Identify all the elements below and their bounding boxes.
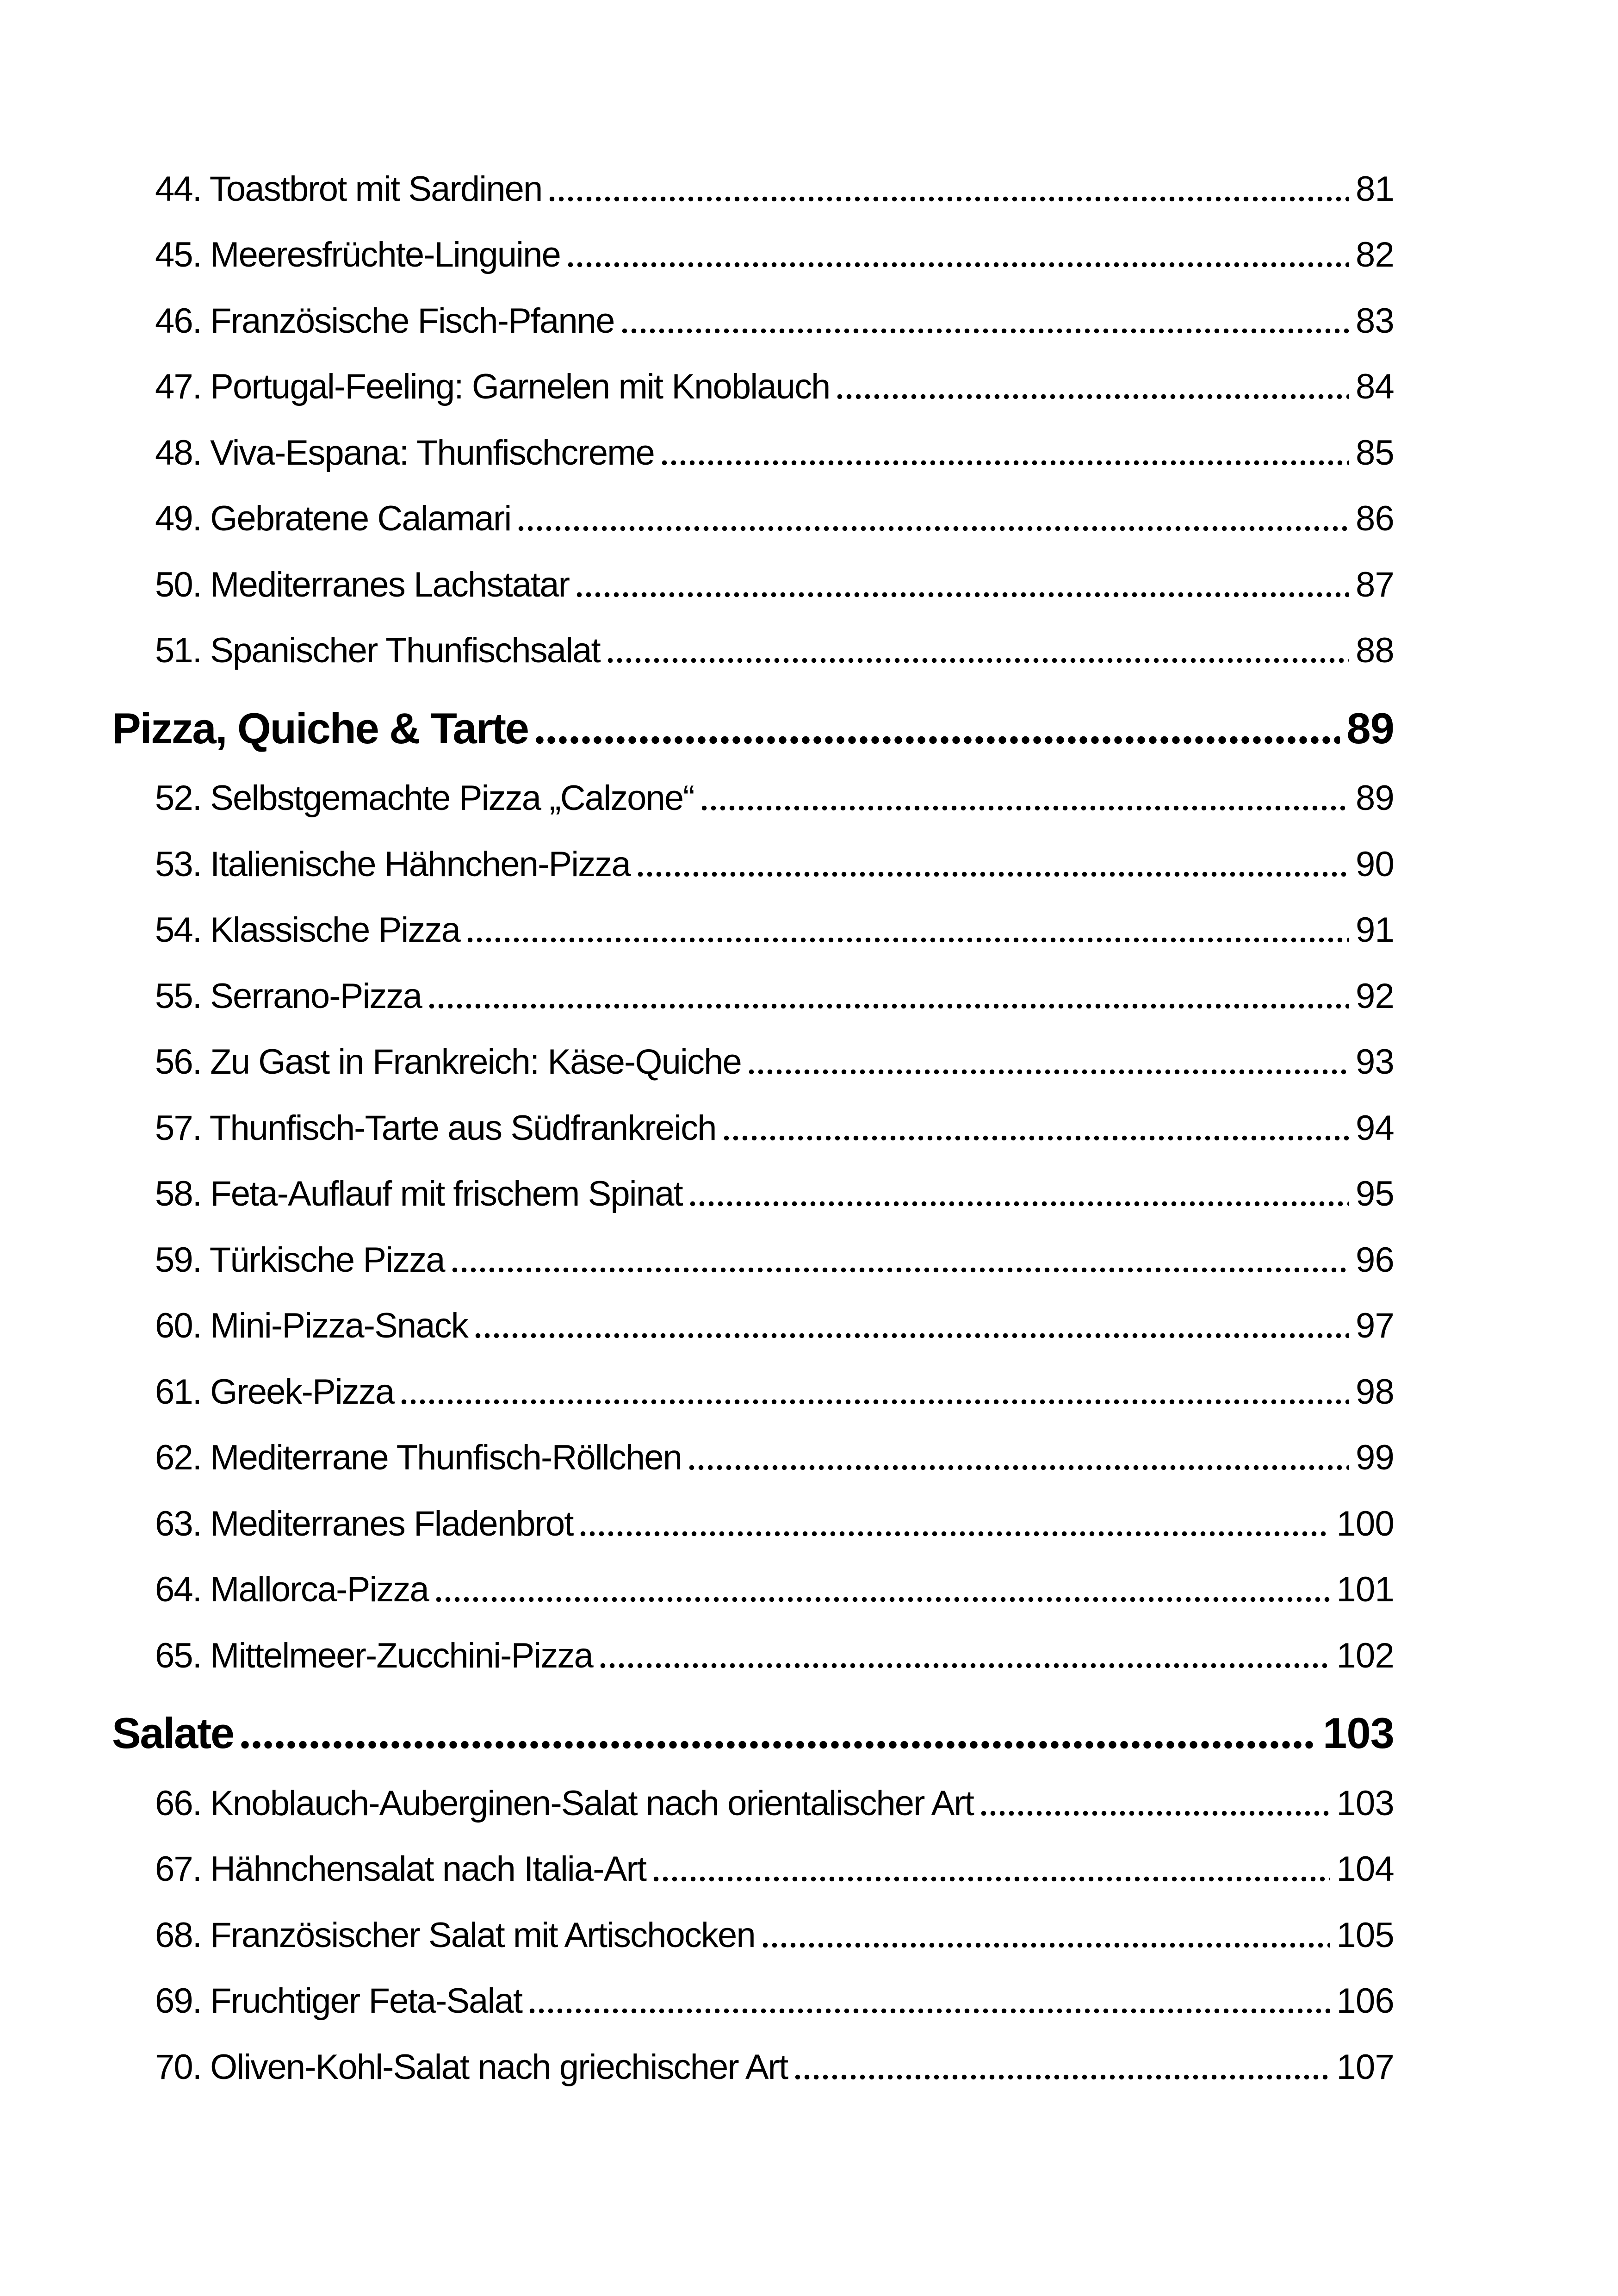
toc-entry-page: 88	[1355, 631, 1394, 670]
toc-entry-label: 70. Oliven-Kohl-Salat nach griechischer Art	[155, 2047, 788, 2087]
toc-entry-label: 48. Viva-Espana: Thunfischcreme	[155, 433, 654, 473]
toc-entry-page: 97	[1355, 1306, 1394, 1345]
toc-entry-page: 92	[1355, 976, 1394, 1016]
dot-leader	[793, 2073, 1330, 2081]
toc-entry-page: 96	[1355, 1240, 1394, 1280]
toc-entry-page: 85	[1355, 433, 1394, 473]
toc-entry-page: 106	[1336, 1981, 1394, 2021]
toc-entry-page: 82	[1355, 235, 1394, 274]
dot-leader	[534, 736, 1340, 744]
toc-entry-page: 105	[1336, 1915, 1394, 1955]
toc-entry-page: 91	[1355, 910, 1394, 950]
dot-leader	[239, 1741, 1316, 1749]
dot-leader	[578, 1530, 1330, 1537]
dot-leader	[606, 657, 1349, 664]
dot-leader	[598, 1662, 1330, 1669]
toc-row	[112, 1212, 1394, 1278]
toc-section-title: Salate	[112, 1709, 234, 1757]
dot-leader	[688, 1200, 1349, 1207]
dot-leader	[516, 525, 1349, 532]
toc-entry-label: 46. Französische Fisch-Pfanne	[155, 301, 614, 341]
toc-row	[112, 882, 1394, 948]
toc-row	[112, 603, 1394, 669]
toc-entry-page: 89	[1355, 778, 1394, 818]
toc-entry-label: 57. Thunfisch-Tarte aus Südfrankreich	[155, 1108, 716, 1148]
toc-entry-page: 103	[1336, 1783, 1394, 1823]
toc-row	[112, 948, 1394, 1014]
toc-entry-label: 51. Spanischer Thunfischsalat	[155, 631, 600, 670]
toc-entry-page: 95	[1355, 1174, 1394, 1213]
toc-row	[112, 2019, 1394, 2085]
toc-row	[112, 750, 1394, 816]
toc-section-heading	[112, 1689, 1394, 1755]
dot-leader	[399, 1398, 1349, 1406]
toc-entry-page: 81	[1355, 169, 1394, 209]
dot-leader	[651, 1875, 1330, 1883]
dot-leader	[434, 1596, 1330, 1603]
toc-entry-label: 67. Hähnchensalat nach Italia-Art	[155, 1849, 646, 1889]
dot-leader	[527, 2007, 1330, 2015]
toc-row	[112, 1080, 1394, 1146]
toc-row	[112, 1475, 1394, 1542]
toc-entry-label: 53. Italienische Hähnchen-Pizza	[155, 844, 630, 884]
toc-entry-page: 84	[1355, 367, 1394, 406]
toc-entry-label: 50. Mediterranes Lachstatar	[155, 565, 569, 604]
toc-row	[112, 816, 1394, 882]
dot-leader	[575, 591, 1349, 598]
toc-entry-page: 86	[1355, 499, 1394, 538]
toc-row	[112, 1278, 1394, 1344]
toc-section-heading	[112, 684, 1394, 753]
toc-entry-page: 87	[1355, 565, 1394, 604]
toc-row	[112, 1607, 1394, 1674]
toc-row	[112, 1410, 1394, 1476]
dot-leader	[473, 1332, 1349, 1339]
toc-entry-page: 98	[1355, 1372, 1394, 1412]
toc-entry-label: 54. Klassische Pizza	[155, 910, 460, 950]
toc-entry-page: 101	[1336, 1570, 1394, 1609]
toc-row	[112, 1542, 1394, 1608]
toc-section-page: 103	[1322, 1709, 1394, 1757]
toc-entry-label: 56. Zu Gast in Frankreich: Käse-Quiche	[155, 1042, 741, 1082]
toc-section-title: Pizza, Quiche & Tarte	[112, 703, 528, 753]
toc-row	[112, 141, 1394, 207]
dot-leader	[465, 936, 1349, 944]
dot-leader	[450, 1266, 1349, 1274]
toc-entry-page: 93	[1355, 1042, 1394, 1082]
dot-leader	[979, 1810, 1330, 1817]
dot-leader	[761, 1941, 1330, 1949]
toc-entry-page: 94	[1355, 1108, 1394, 1148]
toc-rows	[112, 141, 1394, 2085]
toc-entry-label: 64. Mallorca-Pizza	[155, 1570, 428, 1609]
toc-row	[112, 339, 1394, 405]
toc-row	[112, 1344, 1394, 1410]
toc-entry-page: 102	[1336, 1636, 1394, 1675]
toc-row	[112, 1953, 1394, 2019]
toc-row	[112, 273, 1394, 339]
toc-entry-page: 90	[1355, 844, 1394, 884]
toc-entry-page: 99	[1355, 1438, 1394, 1477]
dot-leader	[835, 393, 1349, 400]
dot-leader	[660, 459, 1349, 467]
toc-entry-label: 66. Knoblauch-Auberginen-Salat nach orientalischer Art	[155, 1783, 974, 1823]
dot-leader	[566, 261, 1349, 268]
toc-entry-page: 107	[1336, 2047, 1394, 2087]
dot-leader	[687, 1464, 1349, 1471]
dot-leader	[620, 327, 1349, 335]
toc-entry-label: 49. Gebratene Calamari	[155, 499, 511, 538]
toc-entry-label: 44. Toastbrot mit Sardinen	[155, 169, 542, 209]
dot-leader	[722, 1134, 1349, 1142]
toc-entry-page: 100	[1336, 1504, 1394, 1543]
dot-leader	[547, 195, 1349, 203]
toc-entry-label: 63. Mediterranes Fladenbrot	[155, 1504, 573, 1543]
toc-entry-label: 62. Mediterrane Thunfisch-Röllchen	[155, 1438, 682, 1477]
toc-entry-label: 47. Portugal-Feeling: Garnelen mit Knoblauch	[155, 367, 830, 406]
toc-entry-page: 83	[1355, 301, 1394, 341]
toc-row	[112, 1146, 1394, 1212]
toc-entry-label: 61. Greek-Pizza	[155, 1372, 394, 1412]
toc-entry-label: 55. Serrano-Pizza	[155, 976, 422, 1016]
toc-entry-label: 45. Meeresfrüchte-Linguine	[155, 235, 560, 274]
toc-entry-label: 59. Türkische Pizza	[155, 1240, 445, 1280]
toc-entry-label: 68. Französischer Salat mit Artischocken	[155, 1915, 755, 1955]
toc-row	[112, 1014, 1394, 1080]
toc-row	[112, 1821, 1394, 1887]
toc-row	[112, 207, 1394, 273]
dot-leader	[636, 871, 1349, 878]
toc-entry-label: 52. Selbstgemachte Pizza „Calzone“	[155, 778, 694, 818]
toc-entry-page: 104	[1336, 1849, 1394, 1889]
toc-entry-label: 60. Mini-Pizza-Snack	[155, 1306, 468, 1345]
toc-entry-label: 65. Mittelmeer-Zucchini-Pizza	[155, 1636, 593, 1675]
toc-row	[112, 536, 1394, 603]
dot-leader	[747, 1068, 1349, 1076]
toc-entry-label: 58. Feta-Auflauf mit frischem Spinat	[155, 1174, 682, 1213]
toc-section-page: 89	[1346, 703, 1394, 753]
dot-leader	[700, 804, 1349, 812]
toc-row	[112, 1755, 1394, 1821]
toc-entry-label: 69. Fruchtiger Feta-Salat	[155, 1981, 522, 2021]
toc-row	[112, 471, 1394, 537]
toc-row	[112, 1887, 1394, 1953]
toc-row	[112, 404, 1394, 471]
dot-leader	[427, 1002, 1349, 1010]
